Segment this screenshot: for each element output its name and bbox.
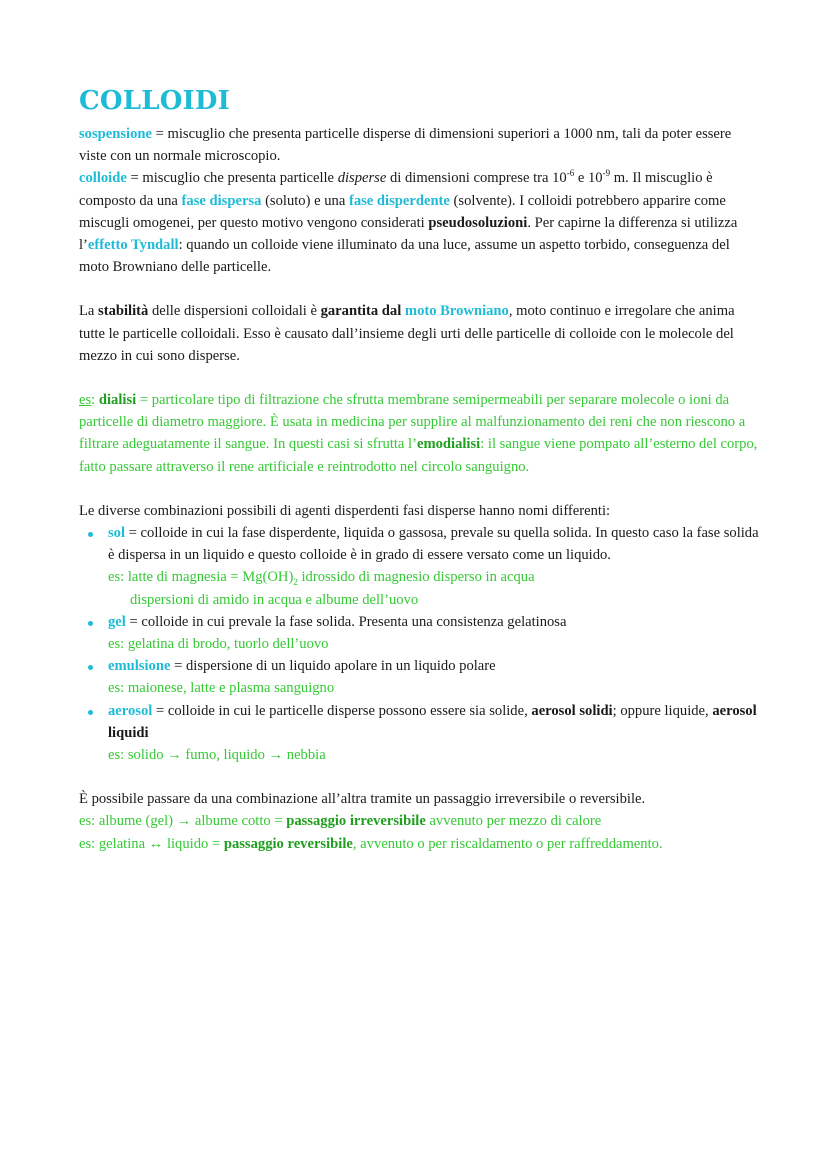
bold-passaggio-reversibile: passaggio reversibile bbox=[223, 835, 353, 852]
text: delle dispersioni colloidali è bbox=[148, 303, 321, 320]
bullet-icon bbox=[88, 621, 93, 626]
colloid-types-list bbox=[79, 522, 759, 766]
example-label: es bbox=[79, 392, 92, 409]
text: = miscuglio che presenta particelle bbox=[126, 170, 338, 187]
bold-aerosol-liquidi: aerosol liquidi bbox=[108, 702, 757, 741]
paragraph-colloide bbox=[79, 167, 759, 278]
text: idrossido di magnesio disperso in acqua bbox=[297, 569, 535, 586]
bold-pseudosoluzioni: pseudosoluzioni bbox=[428, 214, 528, 231]
example-aerosol: es: solido → fumo, liquido → nebbia bbox=[108, 747, 326, 764]
term-fase-disperdente: fase disperdente bbox=[348, 192, 450, 209]
text: , moto continuo e irregolare che anima tutte le particelle colloidali. Esso è causato dall’insieme degli urti delle particelle di colloide con le molecole del mezzo in cui sono disperse. bbox=[79, 303, 735, 364]
paragraph-sospensione bbox=[79, 123, 759, 167]
term-aerosol: aerosol bbox=[108, 702, 153, 719]
text: = dispersione di un liquido apolare in un liquido polare bbox=[170, 658, 496, 675]
subscript: 2 bbox=[293, 577, 298, 588]
term-fase-dispersa: fase dispersa bbox=[181, 192, 262, 209]
bullet-icon bbox=[88, 532, 93, 537]
list-item-gel bbox=[79, 611, 759, 655]
text: = colloide in cui le particelle disperse possono essere sia solide, bbox=[152, 702, 532, 719]
term-gel: gel bbox=[108, 613, 126, 630]
paragraph-combinazioni: Le diverse combinazioni possibili di agenti disperdenti fasi disperse hanno nomi differenti: bbox=[79, 502, 611, 519]
text: ; oppure liquide, bbox=[612, 702, 713, 719]
list-item-emulsione bbox=[79, 655, 759, 699]
text: (solvente). I colloidi potrebbero apparire come miscugli omogenei, per questo motivo vengono considerati bbox=[79, 192, 726, 231]
term-effetto-tyndall: effetto Tyndall bbox=[87, 237, 179, 254]
text: m. Il miscuglio è composto da una bbox=[79, 170, 713, 209]
bullet-icon bbox=[88, 710, 93, 715]
text: = colloide in cui prevale la fase solida. Presenta una consistenza gelatinosa bbox=[125, 613, 567, 630]
example-irreversibile bbox=[79, 810, 759, 832]
bold-stabilita: stabilità bbox=[98, 303, 149, 320]
text: es: albume (gel) → albume cotto = bbox=[79, 813, 287, 830]
text: avvenuto per mezzo di calore bbox=[425, 813, 602, 830]
bold-emodialisi: emodialisi bbox=[416, 436, 481, 453]
exponent: -9 bbox=[602, 168, 611, 179]
example-sol-2: dispersioni di amido in acqua e albume dell’uovo bbox=[130, 591, 419, 608]
text: (soluto) e una bbox=[261, 192, 349, 209]
paragraph-passaggi: È possibile passare da una combinazione all’altra tramite un passaggio irreversibile o reversibile. bbox=[79, 791, 646, 808]
example-reversibile bbox=[79, 833, 759, 855]
bold-passaggio-irreversibile: passaggio irreversibile bbox=[286, 813, 426, 830]
text: di dimensioni comprese tra 10 bbox=[386, 170, 567, 187]
italic-disperse: disperse bbox=[337, 170, 387, 187]
text: = miscuglio che presenta particelle disperse di dimensioni superiori a 1000 nm, tali da poter essere viste con un normale microscopio. bbox=[79, 126, 732, 165]
term-emulsione: emulsione bbox=[108, 658, 171, 675]
text: . Per capirne la differenza si utilizza l’ bbox=[79, 214, 738, 254]
text: La bbox=[79, 303, 99, 320]
page-title: COLLOIDI bbox=[79, 86, 231, 116]
bullet-icon bbox=[88, 665, 93, 670]
text: , avvenuto o per riscaldamento o per raffreddamento. bbox=[352, 835, 663, 852]
text: : il sangue viene pompato all’esterno del corpo, fatto passare attraverso il rene artificiale e reintrodotto nel circolo sanguigno. bbox=[79, 436, 758, 475]
term-sol: sol bbox=[108, 525, 126, 542]
document-page bbox=[79, 84, 759, 855]
exponent: -6 bbox=[566, 168, 575, 179]
bold-dialisi: dialisi bbox=[98, 392, 137, 409]
term-colloide: colloide bbox=[79, 170, 127, 187]
text: = colloide in cui la fase disperdente, liquida o gassosa, prevale su quella solida. In questo caso la fase solida è dispersa in un liquido e questo colloide è in grado di essere versato come un liquido. bbox=[108, 525, 759, 564]
term-moto-browniano: moto Browniano bbox=[404, 303, 509, 320]
term-sospensione: sospensione bbox=[79, 126, 152, 142]
list-item-sol bbox=[79, 522, 759, 611]
paragraph-dialisi-example bbox=[79, 389, 759, 478]
text: es: latte di magnesia = Mg(OH) bbox=[108, 569, 294, 586]
example-emulsione: es: maionese, latte e plasma sanguigno bbox=[108, 680, 335, 697]
text: = particolare tipo di filtrazione che sfrutta membrane semipermeabili per separare molecole o ioni da particelle di diametro maggiore. È usata in medicina per supplire al malfunzionamento dei reni che non riescono a filtrare adeguatamente il sangue. In questi casi si sfrutta l’ bbox=[79, 392, 746, 453]
paragraph-stabilita bbox=[79, 300, 759, 367]
text: : quando un colloide viene illuminato da una luce, assume un aspetto torbido, conseguenza del moto Browniano delle particelle. bbox=[79, 237, 730, 276]
example-gel: es: gelatina di brodo, tuorlo dell’uovo bbox=[108, 636, 329, 653]
bold-aerosol-solidi: aerosol solidi bbox=[531, 702, 613, 719]
example-sol bbox=[108, 566, 759, 588]
text: es: gelatina ↔ liquido = bbox=[79, 835, 224, 852]
bold-garantita: garantita dal bbox=[320, 303, 402, 320]
text: : bbox=[91, 392, 99, 409]
text: e 10 bbox=[574, 170, 603, 187]
list-item-aerosol bbox=[79, 700, 759, 767]
